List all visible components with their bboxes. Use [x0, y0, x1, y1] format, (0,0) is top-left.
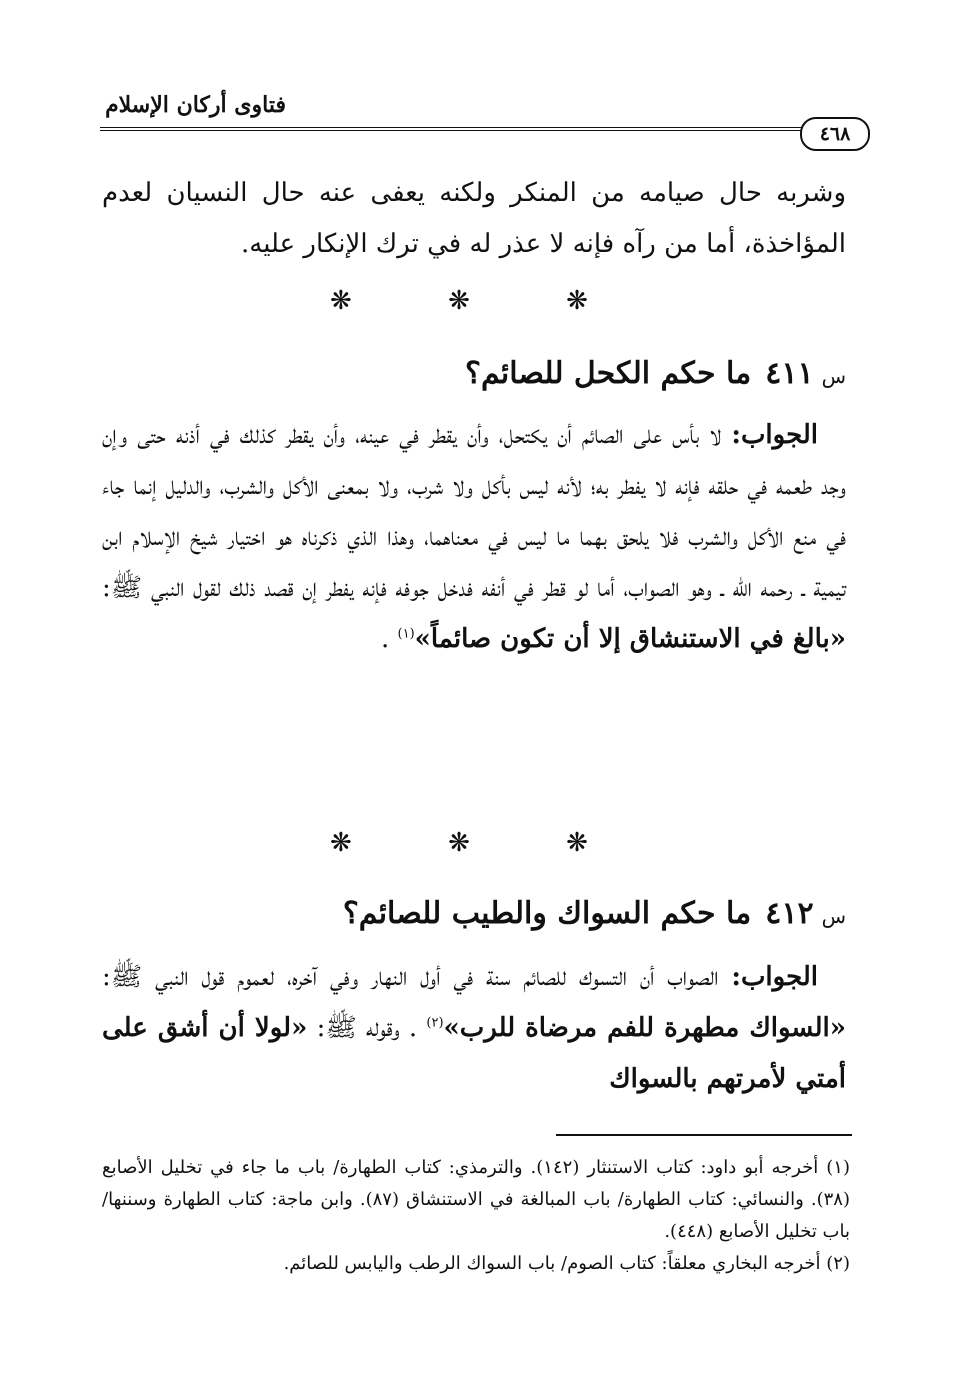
- footnote-ref: (١): [397, 626, 415, 642]
- footnote-ref: (٢): [426, 1015, 444, 1031]
- question-title: ما حكم الكحل للصائم؟: [465, 356, 752, 391]
- hadith-quote-2: «لولا أن أشق على أمتي لأمرتهم بالسواك: [102, 1013, 846, 1094]
- question-411-heading: [102, 356, 846, 391]
- footnote-number: (٢): [826, 1253, 850, 1274]
- intro-paragraph: [102, 168, 846, 270]
- hadith-quote: «بالغ في الاستنشاق إلا أن تكون صائماً»: [414, 624, 846, 654]
- answer-411: [102, 410, 846, 665]
- header-rule: [100, 127, 802, 131]
- answer-412-paragraph: [102, 952, 846, 1105]
- question-number: ٤١١: [765, 356, 814, 391]
- question-number: ٤١٢: [765, 896, 814, 931]
- answer-412: [102, 952, 846, 1105]
- answer-text: الصواب أن التسوك للصائم سنة في أول النهار وفي آخره، لعموم قول النبي ﷺ:: [102, 962, 719, 992]
- footnote-number: (١): [826, 1157, 850, 1178]
- question-412-heading: [102, 896, 846, 931]
- footnote-1: [102, 1152, 850, 1248]
- answer-label: الجواب:: [731, 962, 819, 992]
- footnotes: [102, 1152, 850, 1280]
- hadith-quote: «السواك مطهرة للفم مرضاة للرب»: [443, 1013, 847, 1043]
- footnote-text: أخرجه البخاري معلقاً: كتاب الصوم/ باب السواك الرطب واليابس للصائم.: [283, 1253, 821, 1274]
- sentence-end: .: [381, 624, 390, 654]
- answer-label: الجواب:: [731, 420, 819, 450]
- footnote-rule: [556, 1134, 852, 1136]
- answer-text: لا بأس على الصائم أن يكتحل، وأن يقطر في عينه، وأن يقطر كذلك في أذنه حتى وإن وجد طعمه في حلقه فإنه لا يفطر به؛ لأنه ليس بأكل ولا شرب، ولا بمعنى الأكل والشرب، والدليل إنما جاء في منع الأكل والشرب فلا يلحق بهما ما ليس في معناهما، وهذا الذي ذكرناه هو اختيار شيخ الإسلام ابن تيمية ـ رحمه الله ـ وهو الصواب، أما لو قطر في أنفه فدخل جوفه فإنه يفطر إن قصد ذلك لقول النبي ﷺ:: [102, 420, 846, 603]
- footnote-text: أخرجه أبو داود: كتاب الاستنثار (١٤٢). والترمذي: كتاب الطهارة/ باب ما جاء في تخليل الأصابع (٣٨). والنسائي: كتاب الطهارة/ باب المبالغة في الاستنشاق (٨٧). وابن ماجة: كتاب الطهارة وسننها/ باب تخليل الأصابع (٤٤٨).: [102, 1157, 850, 1242]
- footnote-2: [102, 1248, 850, 1280]
- running-header-title: فتاوى أركان الإسلام: [105, 92, 286, 118]
- intro-text: وشربه حال صيامه من المنكر ولكنه يعفى عنه حال النسيان لعدم المؤاخذة، أما من رآه فإنه لا عذر له في ترك الإنكار عليه.: [102, 178, 846, 259]
- section-separator-2: ❋ ❋ ❋: [330, 828, 632, 858]
- question-marker: س: [821, 364, 846, 388]
- question-title: ما حكم السواك والطيب للصائم؟: [342, 896, 752, 931]
- answer-411-paragraph: [102, 410, 846, 665]
- section-separator-1: ❋ ❋ ❋: [330, 286, 632, 316]
- answer-text-continued: . وقوله ﷺ:: [316, 1013, 418, 1043]
- page-number-badge: ٤٦٨: [800, 117, 870, 151]
- question-marker: س: [821, 904, 846, 928]
